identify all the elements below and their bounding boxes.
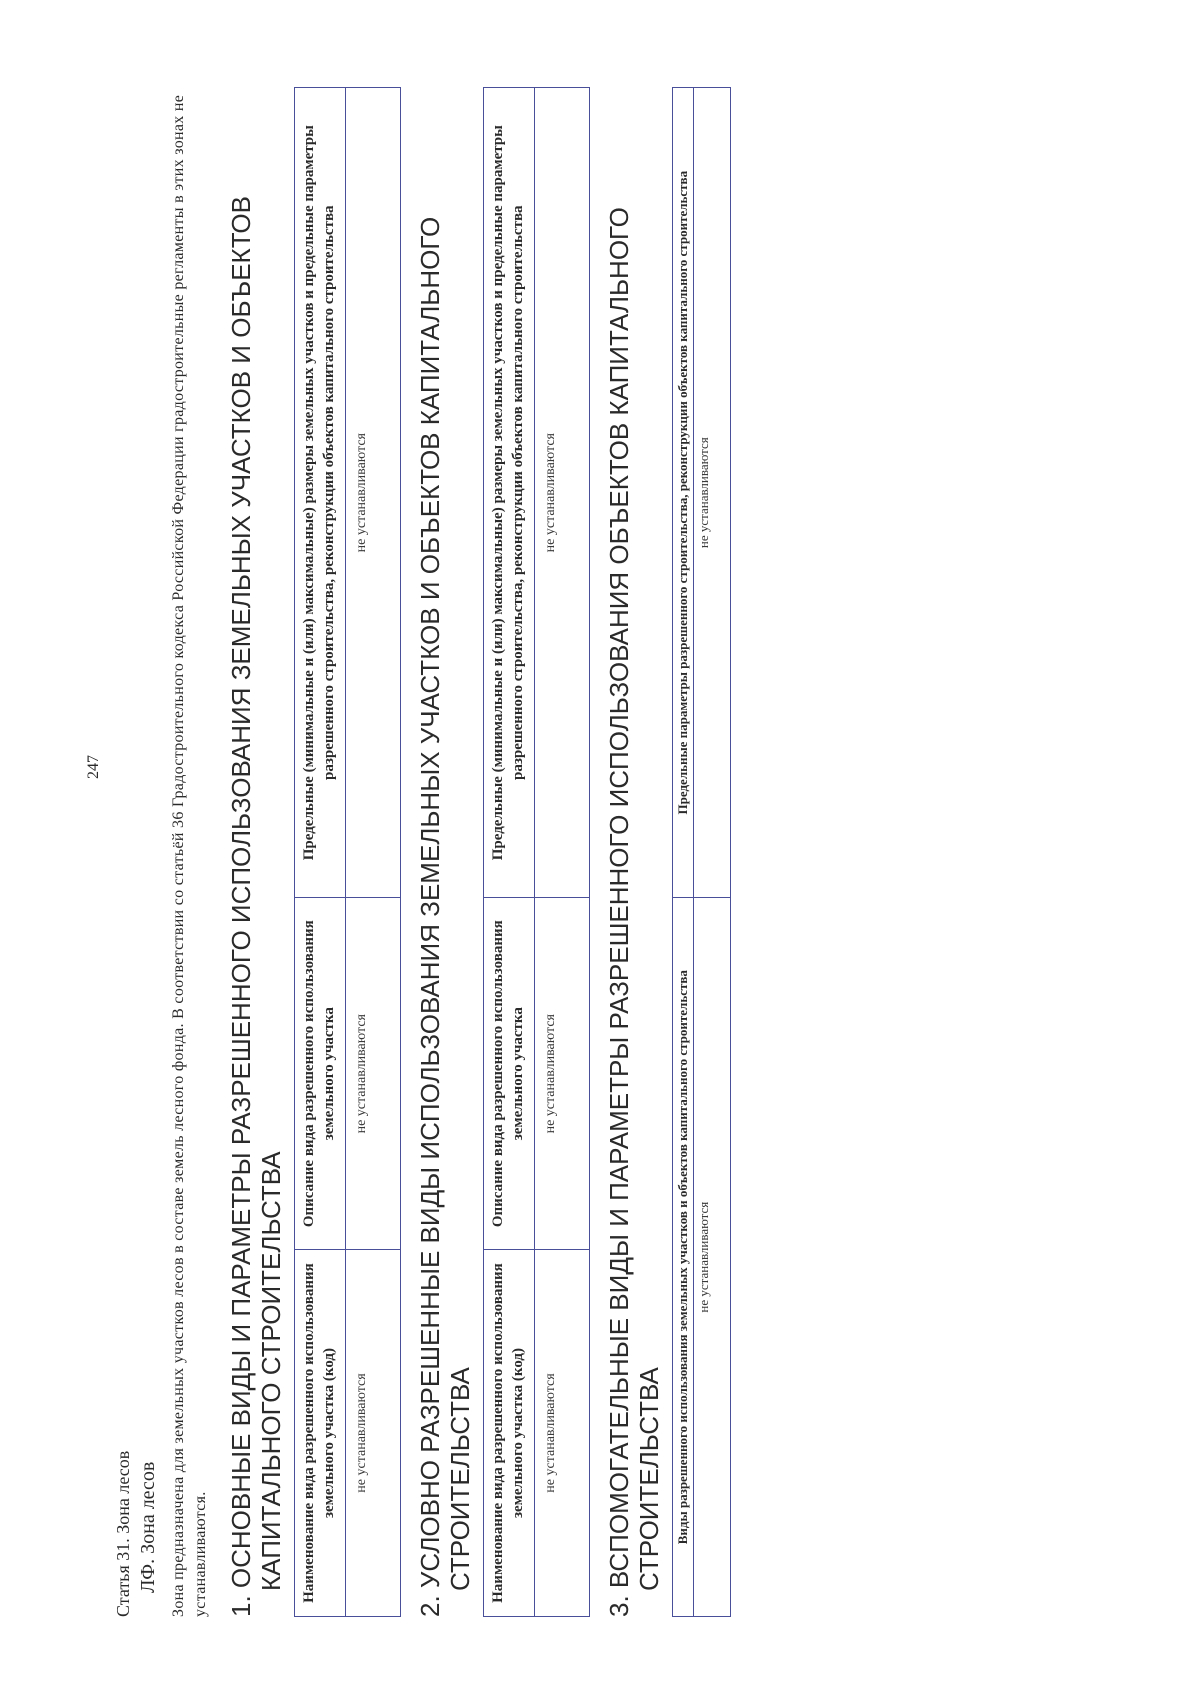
column-header-name: Наименование вида разрешенного использования земельного участка (код) (295, 1250, 346, 1617)
column-header-name: Наименование вида разрешенного использования земельного участка (код) (484, 1250, 535, 1617)
column-header-usage-types: Виды разрешенного использования земельных участков и объектов капитального строительства (673, 898, 694, 1617)
table-row (694, 88, 731, 1617)
intro-paragraph: Зона предназначена для земельных участков лесов в составе земель лесного фонда. В соответствии со статьёй 36 Градостроительного кодекса Российской Федерации градостроительные регламенты в этих зонах не устанавливаются. (170, 94, 209, 1617)
section-1-heading-line2: КАПИТАЛЬНОГО СТРОИТЕЛЬСТВА (256, 1151, 286, 1591)
section-3-heading-line2: СТРОИТЕЛЬСТВА (634, 1367, 664, 1591)
section-2-heading-line2: СТРОИТЕЛЬСТВА (445, 1367, 475, 1591)
column-header-description: Описание вида разрешенного использования земельного участка (295, 898, 346, 1250)
section-1-heading (226, 87, 286, 1617)
table-row (346, 88, 401, 1617)
zone-title: ЛФ. Зона лесов (137, 1461, 159, 1593)
column-header-parameters: Предельные параметры разрешенного строительства, реконструкции объектов капитального строительства (673, 88, 694, 898)
table-cell: не устанавливаются (694, 88, 731, 898)
table-cell: не устанавливаются (694, 898, 731, 1617)
table-cell: не устанавливаются (535, 898, 590, 1250)
table-row (535, 88, 590, 1617)
section-3-heading-line1: 3. ВСПОМОГАТЕЛЬНЫЕ ВИДЫ И ПАРАМЕТРЫ РАЗРЕШЕННОГО ИСПОЛЬЗОВАНИЯ ОБЪЕКТОВ КАПИТАЛЬНОГО (604, 207, 634, 1617)
section-2-table (483, 87, 590, 1617)
section-1-heading-line1: 1. ОСНОВНЫЕ ВИДЫ И ПАРАМЕТРЫ РАЗРЕШЕННОГО ИСПОЛЬЗОВАНИЯ ЗЕМЕЛЬНЫХ УЧАСТКОВ И ОБЪЕКТОВ (226, 196, 256, 1617)
page-number: 247 (85, 755, 102, 779)
section-2-heading (415, 87, 475, 1617)
section-3-heading (604, 87, 664, 1617)
document-content (112, 87, 731, 1617)
table-cell: не устанавливаются (346, 898, 401, 1250)
table-header-row (484, 88, 535, 1617)
section-3-table (672, 87, 731, 1617)
table-cell: не устанавливаются (346, 88, 401, 898)
section-2-heading-line1: 2. УСЛОВНО РАЗРЕШЕННЫЕ ВИДЫ ИСПОЛЬЗОВАНИЯ ЗЕМЕЛЬНЫХ УЧАСТКОВ И ОБЪЕКТОВ КАПИТАЛЬНОГО (415, 216, 445, 1617)
article-title: Статья 31. Зона лесов (113, 1450, 133, 1617)
column-header-description: Описание вида разрешенного использования земельного участка (484, 898, 535, 1250)
section-1-table (294, 87, 401, 1617)
table-cell: не устанавливаются (535, 1250, 590, 1617)
column-header-parameters: Предельные (минимальные и (или) максимальные) размеры земельных участков и предельные параметры разрешенного строительства, реконструкции объектов капитального строительства (484, 88, 535, 898)
table-cell: не устанавливаются (535, 88, 590, 898)
table-header-row (673, 88, 694, 1617)
column-header-parameters: Предельные (минимальные и (или) максимальные) размеры земельных участков и предельные параметры разрешенного строительства, реконструкции объектов капитального строительства (295, 88, 346, 898)
table-header-row (295, 88, 346, 1617)
table-cell: не устанавливаются (346, 1250, 401, 1617)
